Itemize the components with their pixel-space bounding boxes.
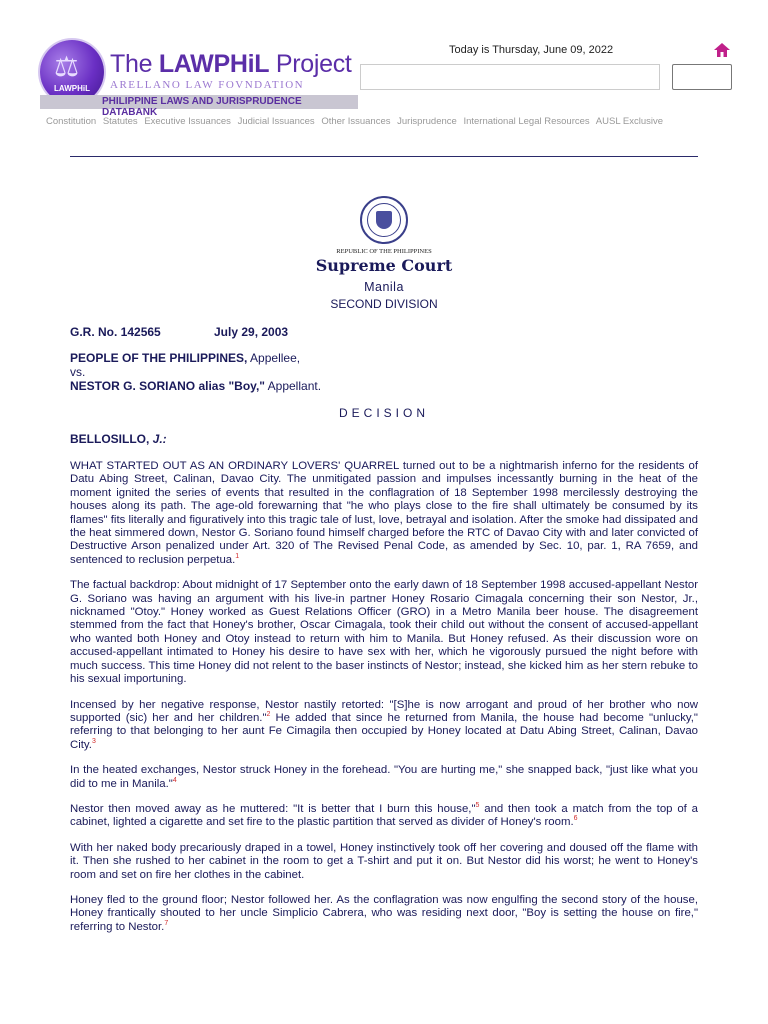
court-division: SECOND DIVISION — [330, 297, 438, 311]
header-divider — [70, 156, 698, 157]
paragraph-text: Honey fled to the ground floor; Nestor followed her. As the conflagration was now engulfing the second story of the house, Honey frantically shouted to her uncle Simplicio Cabrera, who was residing next door, "Boy is setting the house on fire," referring to Nestor. — [70, 893, 698, 933]
decision-paragraph — [70, 460, 698, 567]
decision-paragraph — [70, 699, 698, 753]
search-button[interactable] — [672, 64, 732, 90]
decision-heading: DECISION — [338, 406, 429, 420]
court-name: Supreme Court — [315, 256, 453, 275]
nav-constitution[interactable]: Constitution — [46, 116, 97, 127]
versus-label: vs. — [70, 365, 86, 379]
footnote-link[interactable]: 1 — [235, 553, 240, 561]
site-header — [0, 0, 768, 140]
decision-paragraph — [70, 803, 698, 830]
footnote-link[interactable]: 5 — [475, 802, 480, 810]
appellant-role: Appellant. — [264, 379, 322, 393]
footnote-link[interactable]: 7 — [164, 919, 169, 927]
paragraph-text: He added that since he returned from Manila, the house had become "unlucky," referring to that belonging to her aunt Fe Cimagila then occupied by Honey located at Datu Abing Street, Calinan, Davao City. — [70, 711, 698, 751]
nav-international-legal-resources[interactable]: International Legal Resources — [463, 116, 590, 127]
decision-paragraph — [70, 764, 698, 791]
decision-body — [70, 460, 698, 946]
footnote-link[interactable]: 6 — [573, 815, 578, 823]
decision-paragraph — [70, 579, 698, 686]
home-icon[interactable] — [714, 43, 730, 57]
nav-judicial-issuances[interactable]: Judicial Issuances — [237, 116, 315, 127]
footnote-link[interactable]: 2 — [266, 711, 271, 719]
appellee-name: PEOPLE OF THE PHILIPPINES, — [70, 351, 248, 365]
brand-tagline-bar — [40, 95, 358, 118]
brand-title[interactable]: The LAWPHiL Project — [110, 50, 352, 78]
footnote-link[interactable]: 3 — [91, 737, 96, 745]
brand-tagline: PHILIPPINE LAWS AND JURISPRUDENCE DATABANK — [102, 96, 302, 118]
decision-paragraph — [70, 842, 698, 882]
nav-ausl-exclusive[interactable]: AUSL Exclusive — [595, 116, 664, 127]
case-date: July 29, 2003 — [214, 325, 289, 339]
paragraph-text: and then took a match from the top of a cabinet, lighted a cigarette and set fire to the plastic partition that served as divider of Honey's room. — [70, 802, 698, 829]
paragraph-text: With her naked body precariously draped in a towel, Honey instinctively took off her covering and doused off the flame with it. Then she rushed to her cabinet in the room to get a T-shirt and put it on. But Nestor did his worst; he went to Honey's room and set on fire her clothes in the cabinet. — [70, 841, 698, 881]
appellee-role: Appellee, — [247, 351, 301, 365]
paragraph-text: Incensed by her negative response, Nestor nastily retorted: "[S]he is now arrogant and proud of her brother who now supported (sic) her and her children." — [70, 698, 698, 724]
nav-other-issuances[interactable]: Other Issuances — [321, 116, 391, 127]
nav-jurisprudence[interactable]: Jurisprudence — [397, 116, 457, 127]
footnote-link[interactable]: 4 — [172, 776, 177, 784]
ponente: BELLOSILLO, J.: — [70, 432, 167, 446]
case-parties — [70, 351, 321, 393]
search-input[interactable] — [360, 64, 660, 90]
main-nav — [46, 116, 667, 127]
decision-paragraph — [70, 894, 698, 934]
paragraph-text: WHAT STARTED OUT AS AN ORDINARY LOVERS' QUARREL turned out to be a nightmarish inferno for the residents of Datu Abing Street, Calinan, Davao City. The unmitigated passion and impulses incessantly burning in the heat of the moment ignited the series of events that resulted in the conflagration of 18 September 1998 mercilessly destroying the houses along its path. The age-old forewarning that "he who plays close to the fire shall ultimately be consumed by its flames" fits literally and figuratively into this tragic tale of lust, love, betrayal and isolation. After the smoke had dissipated and the heat simmered down, Nestor G. Soriano found himself charged before the RTC of Davao City with and later convicted of Destructive Arson penalized under Art. 320 of The Revised Penal Code, as amended by Sec. 10, par. 1, RA 7659, and sentenced to reclusion perpetua. — [70, 460, 698, 566]
scales-of-justice-icon: ⚖ — [54, 50, 80, 83]
paragraph-text: The factual backdrop: About midnight of 17 September onto the early dawn of 18 September 1998 accused-appellant Nestor G. Soriano was having an argument with his live-in partner Honey Rosario Cimagala concerning their son Nestor, Jr., nicknamed "Otoy." Honey worked as Guest Relations Officer (GRO) in a Metro Manila beer house. The disagreement stemmed from the fact that Honey's brother, Oscar Cimagala, took their child out without the consent of accused-appellant who wanted both Honey and Otoy instead to return with him to Manila. But Honey refused. As their discussion wore on accused-appellant intimated to Honey his desire to have sex with her, which he vigorously pursued the night before with much success. This time Honey did not relent to the baser instincts of Nestor; instead, she kicked him as her stern rebuke to his sexual importuning. — [70, 579, 698, 686]
supreme-court-seal-icon — [360, 196, 408, 244]
nav-executive-issuances[interactable]: Executive Issuances — [144, 116, 231, 127]
logo-text: LAWPHiL — [54, 84, 90, 93]
republic-label: REPUBLIC OF THE PHILIPPINES — [336, 248, 432, 255]
paragraph-text: Nestor then moved away as he muttered: "It is better that I burn this house," — [70, 802, 476, 815]
nav-statutes[interactable]: Statutes — [102, 116, 138, 127]
court-city: Manila — [364, 280, 404, 294]
case-gr-number: G.R. No. 142565 — [70, 325, 161, 339]
today-date: Today is Thursday, June 09, 2022 — [449, 44, 614, 56]
appellant-name: NESTOR G. SORIANO alias "Boy," — [70, 379, 265, 393]
paragraph-text: In the heated exchanges, Nestor struck Honey in the forehead. "You are hurting me," she snapped back, "just like what you did to me in Manila." — [70, 764, 698, 790]
brand-subtitle: ARELLANO LAW FOVNDATION — [110, 79, 305, 91]
